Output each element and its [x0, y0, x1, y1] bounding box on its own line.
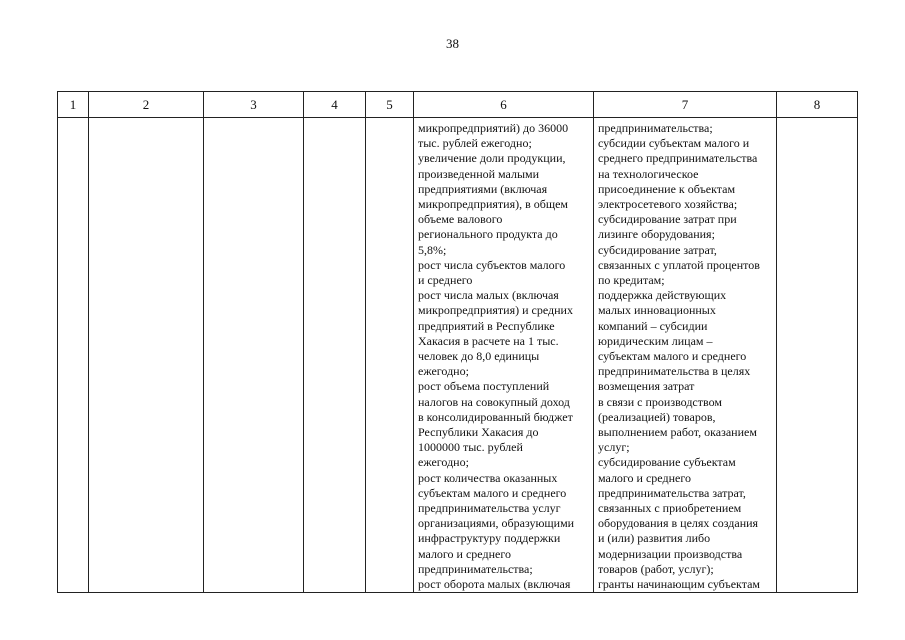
- text-line: рост числа субъектов малого: [418, 257, 566, 272]
- text-line: выполнением работ, оказанием: [598, 425, 757, 440]
- text-line: микропредприятия), в общем: [418, 197, 569, 212]
- text-line: и (или) развития либо: [598, 531, 711, 546]
- text-line: субсидирование затрат,: [598, 242, 717, 257]
- text-line: предприятиями (включая: [418, 181, 548, 196]
- text-line: лизинге оборудования;: [598, 227, 715, 242]
- column-header-3: 3: [204, 92, 304, 118]
- text-line: услуг;: [598, 440, 630, 455]
- text-line: субсидирование затрат при: [598, 212, 737, 227]
- text-line: связанных с уплатой процентов: [598, 257, 760, 272]
- text-line: предпринимательства затрат,: [598, 485, 746, 500]
- text-line: в связи с производством: [598, 394, 722, 409]
- text-line: в консолидированный бюджет: [418, 409, 573, 424]
- cell-col-4: [304, 118, 366, 593]
- column-header-4: 4: [304, 92, 366, 118]
- cell-col-3: [204, 118, 304, 593]
- text-line: возмещения затрат: [598, 379, 695, 394]
- text-line: субъектам малого и среднего: [598, 349, 747, 364]
- text-line: предпринимательства;: [418, 561, 533, 576]
- text-line: произведенной малыми: [418, 166, 540, 181]
- target-indicators-text: [414, 118, 593, 592]
- text-line: и среднего: [418, 273, 473, 288]
- text-line: малого и среднего: [598, 470, 691, 485]
- text-line: человек до 8,0 единицы: [418, 349, 540, 364]
- column-header-6: 6: [414, 92, 594, 118]
- text-line: электросетевого хозяйства;: [598, 197, 738, 212]
- text-line: юридическим лицам –: [598, 333, 713, 348]
- cell-col-8: [777, 118, 858, 593]
- text-line: рост оборота малых (включая: [418, 577, 571, 592]
- text-line: инфраструктуру поддержки: [418, 531, 561, 546]
- column-header-7: 7: [594, 92, 777, 118]
- page-number: 38: [446, 36, 459, 51]
- cell-col-5: [366, 118, 414, 593]
- text-line: ежегодно;: [418, 364, 469, 379]
- cell-col-6: [414, 118, 594, 593]
- cell-col-7: [594, 118, 777, 593]
- text-line: (реализацией) товаров,: [598, 409, 716, 424]
- support-measures-text: [594, 118, 776, 592]
- text-line: регионального продукта до: [418, 227, 558, 242]
- text-line: товаров (работ, услуг);: [598, 561, 714, 576]
- header-row: [58, 92, 858, 118]
- text-line: ежегодно;: [418, 455, 469, 470]
- text-line: присоединение к объектам: [598, 181, 736, 196]
- text-line: предпринимательства услуг: [418, 501, 561, 516]
- text-line: компаний – субсидии: [598, 318, 708, 333]
- text-line: поддержка действующих: [598, 288, 727, 303]
- text-line: объеме валового: [418, 212, 503, 227]
- text-line: малого и среднего: [418, 546, 511, 561]
- cell-col-1: [58, 118, 89, 593]
- text-line: налогов на совокупный доход: [418, 394, 570, 409]
- text-line: оборудования в целях создания: [598, 516, 759, 531]
- text-line: малых инновационных: [598, 303, 716, 318]
- text-line: предприятий в Республике: [418, 318, 555, 333]
- text-line: 1000000 тыс. рублей: [418, 440, 523, 455]
- text-line: модернизации производства: [598, 546, 743, 561]
- text-line: на технологическое: [598, 166, 699, 181]
- text-line: тыс. рублей ежегодно;: [418, 136, 532, 151]
- text-line: микропредприятий) до 36000: [418, 121, 569, 135]
- text-line: увеличение доли продукции,: [418, 151, 566, 166]
- cell-col-2: [89, 118, 204, 593]
- data-table: [57, 91, 858, 593]
- text-line: среднего предпринимательства: [598, 151, 758, 166]
- table-row: [58, 118, 858, 593]
- column-header-8: 8: [777, 92, 858, 118]
- column-header-1: 1: [58, 92, 89, 118]
- text-line: предпринимательства;: [598, 121, 713, 135]
- text-line: субъектам малого и среднего: [418, 485, 567, 500]
- column-header-2: 2: [89, 92, 204, 118]
- text-line: субсидирование субъектам: [598, 455, 736, 470]
- text-line: предпринимательства в целях: [598, 364, 751, 379]
- text-line: микропредприятия) и средних: [418, 303, 573, 318]
- text-line: рост числа малых (включая: [418, 288, 559, 303]
- text-line: Хакасия в расчете на 1 тыс.: [418, 333, 559, 348]
- text-line: субсидии субъектам малого и: [598, 136, 750, 151]
- text-line: организациями, образующими: [418, 516, 575, 531]
- text-line: рост объема поступлений: [418, 379, 550, 394]
- text-line: 5,8%;: [418, 242, 447, 257]
- text-line: рост количества оказанных: [418, 470, 558, 485]
- text-line: Республики Хакасия до: [418, 425, 539, 440]
- text-line: связанных с приобретением: [598, 501, 742, 516]
- column-header-5: 5: [366, 92, 414, 118]
- text-line: гранты начинающим субъектам: [598, 577, 760, 592]
- text-line: по кредитам;: [598, 273, 665, 288]
